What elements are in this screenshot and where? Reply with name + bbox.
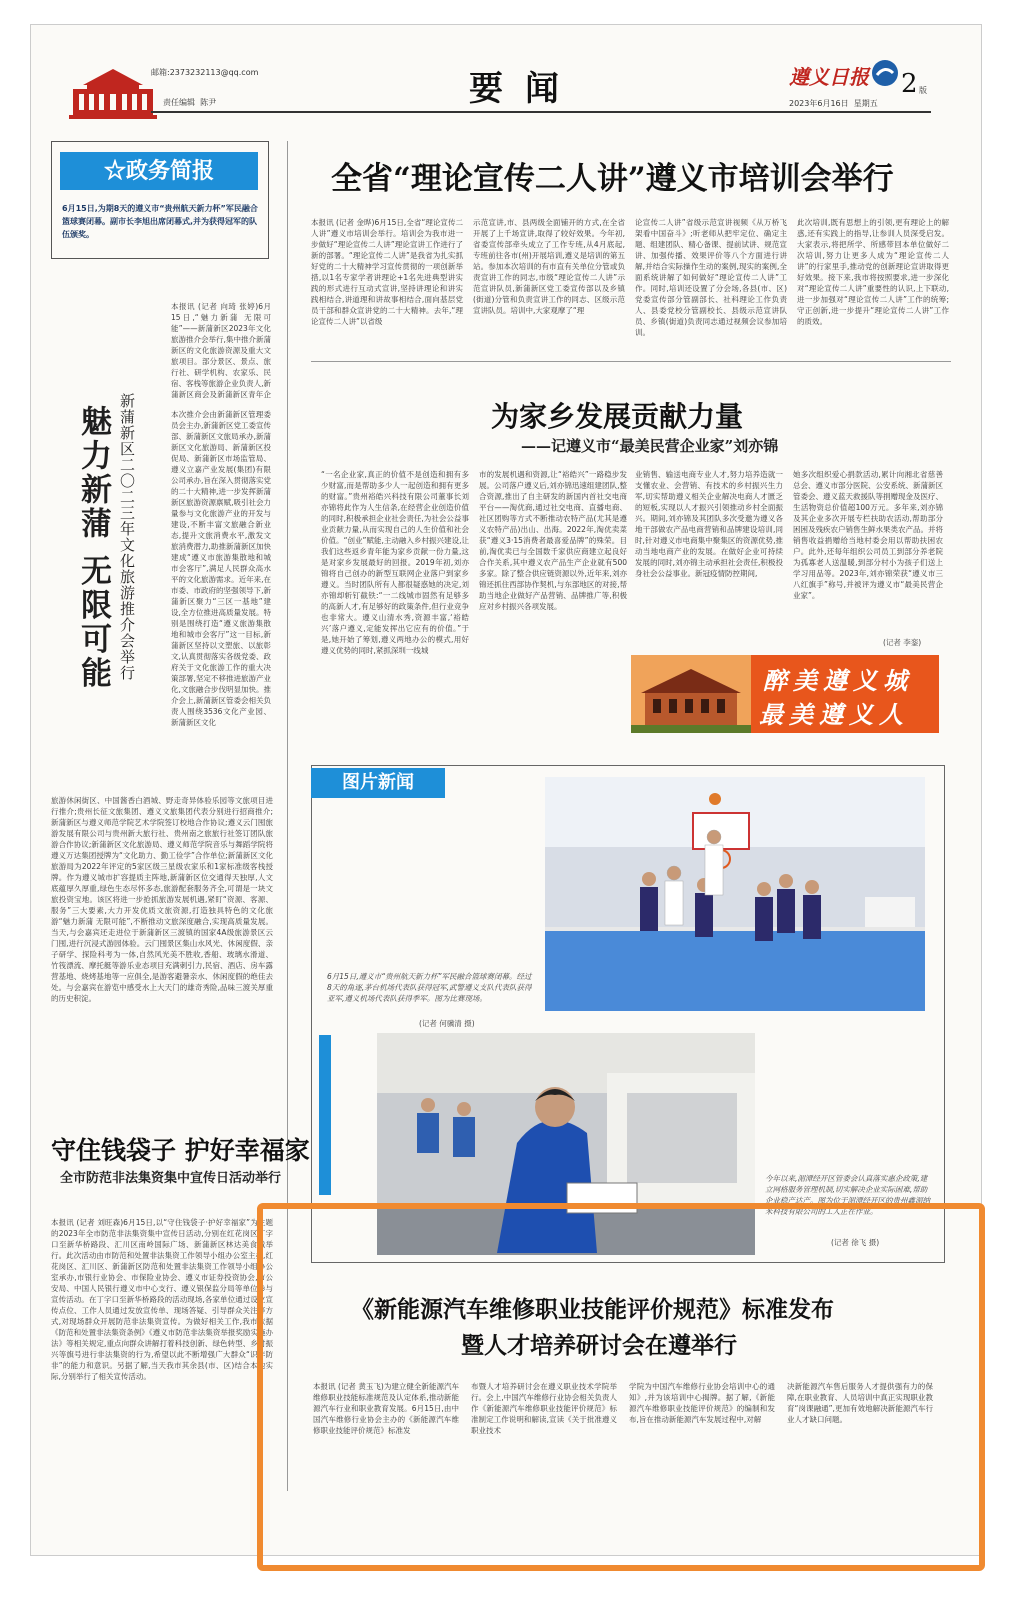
editor-name: 陈尹 xyxy=(200,98,217,107)
main-col-1: 本报讯 (记者 金晔)6月15日,全省“理论宣传二人讲”遵义市培训会举行。培训会为我市进一步做好“理论宣传二人讲”理论宣讲工作进行了新的部署。“理论宣传二人讲”是我省为扎实抓好党的二十大精神学习宣传贯彻的一项创新举措,以1名专家学者讲理论+1名先进典型讲实践的形式进行互动式宣讲,坚持讲理论和讲实践相结合,讲道理和讲故事相结合,面向基层党员干部和群众宣讲党的二十大精神。去年,“理论宣传二人讲”以省级 xyxy=(311,218,463,326)
main-col-2: 示范宣讲,市、县两级全面铺开的方式,在全省开展了上千场宣讲,取得了较好效果。今年初,省委宣传部牵头成立了工作专班,从4月底起,专班前往各市(州)开展培训,遵义是培训的第五站。参加本次培训的有市直有关单位分管或负责宣讲工作的同志,市级“理论宣传二人讲”示范宣讲队员,新蒲新区党工委宣传部以及乡镇(街道)分管和负责宣讲工作的同志、区级示范宣讲队员。培训中,大家观摩了“理 xyxy=(473,218,625,315)
photo-side-bar xyxy=(319,1035,331,1195)
highlight-frame xyxy=(257,1203,985,1571)
building-logo-icon xyxy=(65,65,161,121)
left-col-b: 旅游休闲街区、中国酱香白酒城、野走奇异体验乐园等文旅项目进行推介;贵州长征文旅集团、遵义文旅集团代表分别进行招商推介;新蒲新区与遵义师范学院艺术学院签订校地合作协议;遵义云门囤旅游发展有限公司与贵州新大旅行社、贵州南之旅旅行社签订团队旅游合作协议;新蒲新区文化旅游局、遵义师范学院音乐与舞蹈学院将遵义万达集团授牌为“文化助力、勤工俭学”合作单位;新蒲新区文化旅游局为2022年评定的5家区级三星级农家乐和1家标准级客栈授牌。作为遵义城市扩容提质主阵地,新蒲新区位交通得天独厚,人文底蕴厚久厚重,绿色生态尽怀多态,旅游配套服务齐全,可谓是一块文旅投资宝地。该区将进一步抢抓旅游发展机遇,紧盯“资源、客源、服务”三大要素,大力开发优质文旅资源,打造独具特色的文化旅游“魅力新蒲 无限可能”,不断推动文旅深度融合,实现高质量发展。当天,与会嘉宾还走进位于新蒲新区三渡镇的国家4A级旅游景区云门囤,进行沉浸式游园体验。云门囤景区集山水风光、休闲度假、亲子研学、探险科考为一体,自然风光美不胜收,香船、玻璃水滑道、竹筏漂流、摩托艇等游乐业态项目充满刺引力,民宿、酒店、房车露营基地、烧烤基地等一应俱全,是游客避暑亲水、休闲度假的绝佳去处。与会嘉宾在游览中感受水上大天门的雄奇秀险,品味三渡关厚重的历史积淀。 xyxy=(51,796,273,1003)
feature-col-4: 她多次组织爱心捐款活动,累计向湘北省慈善总会、遵义市部分医院、公安系统、新蒲新区管委会、遵义蓝天救援队等捐赠现金及医疗、生活物资总价值超100万元。多年来,刘亦锦及其企业多次开展专栏扶助农活动,帮助部分困困及残疾农户销售生鲜水果类农产品。并将销售收益捐赠给当地村委会用以帮助扶困农户。此外,还每年组织公司员工到部分养老院为孤寡老人送温暖,到部分村小为孩子们送上学习用品等。2023年,刘亦锦荣获“遵义市三八红旗手”称号,并被评为遵义市“最美民营企业家”。 xyxy=(793,470,943,600)
brief-text: 6月15日,为期8天的遵义市“贵州航天新力杯”军民融合篮球赛闭幕。副市长李旭出席闭幕式,并为获得冠军的队伍颁奖。 xyxy=(62,204,258,239)
page-suffix: 版 xyxy=(919,86,927,95)
finance-headline: 守住钱袋子 护好幸福家 xyxy=(51,1136,310,1165)
basketball-photo xyxy=(545,777,925,1011)
finance-text: 本报讯 (记者 刘旺森)6月15日,以“守住钱袋子·护好幸福家”为主题的2023年全市防范非法集资集中宣传日活动,分别在红花岗区丁字口至新华桥路段、汇川区南岭国际广场、新蒲新区林达美食城举行。此次活动由市防范和处置非法集资工作领导小组办公室主办,红花岗区、汇川区、新蒲新区防范和处置非法集资工作领导小组办公室承办,市银行业协会、市保险业协会、遵义市证券投资协会,市公安局、中国人民银行遵义市中心支行、遵义银保监分局等单位参与宣传活动。在丁字口至新华桥路段的活动现场,各家单位通过设立宣传点位、工作人员通过发放宣传单、现场答疑、引导群众关注等方式,对现场群众开展防范非法集资宣传。为做好相关工作,我市依据《防范和处置非法集资条例》《遵义市防范非法集资举报奖励实施办法》等相关规定,重点向群众讲解打着科技创新、绿色转型、乡村振兴等旗号进行非法集资的行为,希望以此不断增强广大群众“识非防非”的能力和意识。另据了解,当天我市其余县(市、区)结合本地实际,分别举行了相关宣传活动。 xyxy=(51,1218,273,1381)
feature-headline: 为家乡发展贡献力量 xyxy=(491,400,744,433)
ev-col-3: 学院为中国汽车维修行业协会培训中心的通知》,并为该培训中心揭牌。据了解,《新能源汽车维修职业技能评价规范》的编制和发布,旨在推动新能源汽车发展过程中,对解 xyxy=(629,1382,775,1424)
feature-col-3: 业销售、输送电商专业人才,努力培养造就一支懂农业、会营销、有技术的乡村振兴生力军,切实帮助遵义相关企业解决电商人才匮乏的短板,实现以人才振兴引领推动乡村全面振兴。期间,刘亦锦及其团队多次受邀为遵义各地干部做农产品电商营销和品牌建设培训,同时,针对遵义市电商集中聚集区的资源优势,推动当地电商产业的发展。在做好企业可持续发展的同时,刘亦锦主动承担社会责任,积极投身社会公益事业。新冠疫情防控期间, xyxy=(635,470,783,578)
photo-credit-2: (记者 徐飞 摄) xyxy=(831,1238,880,1247)
section-title: 要闻 xyxy=(469,69,581,109)
page-number: 2 xyxy=(901,69,918,99)
main-headline: 全省“理论宣传二人讲”遵义市培训会举行 xyxy=(331,161,894,197)
banner-line-2: 最美遵义人 xyxy=(759,700,909,729)
main-col-4: 此次培训,既有思想上的引领,更有理论上的解惑,还有实践上的指导,让参训人员深受启发。大家表示,将把所学、所感带回本单位做好二次培训,努力让更多人成为“理论宣传二人讲”的行家里手,推动党的创新理论宣讲取得更好效果。接下来,我市将按照要求,进一步深化对“理论宣传二人讲”重要性的认识,上下联动,进一步加强对“理论宣传二人讲”工作的统筹;守正创新,进一步提升“理论宣传二人讲”工作的质效。 xyxy=(797,218,949,326)
banner-line-1: 醉美遵义城 xyxy=(763,666,913,695)
feature-byline: (记者 李銮) xyxy=(883,638,922,647)
editor-label: 责任编辑 xyxy=(163,98,195,107)
photo-credit-1: (记者 何骥清 摄) xyxy=(419,1019,475,1028)
brief-box xyxy=(51,141,269,259)
feature-subheadline: ——记遵义市“最美民营企业家”刘亦锦 xyxy=(521,437,779,455)
photo-news-label: 图片新闻 xyxy=(311,768,445,798)
paper-emblem-icon xyxy=(871,59,899,87)
banner-image xyxy=(631,655,939,733)
masthead-email: 邮箱:2373232113@qq.com xyxy=(151,68,259,77)
photo-caption-1: 6月15日,遵义市“贵州航天新力杯”军民融合篮球赛闭幕。经过8天的角逐,茅台机场代表队获得冠军,武警遵义支队代表队获得亚军,遵义机场代表队获得季军。图为比赛现场。 xyxy=(327,972,532,1003)
ev-headline-line-2: 暨人才培养研讨会在遵举行 xyxy=(461,1332,737,1359)
finance-subheadline: 全市防范非法集资集中宣传日活动举行 xyxy=(59,1171,281,1186)
main-col-3: 论宣传二人讲”省级示范宣讲视频《从万桥飞架看中国奋斗》;听老师从把牢定位、确定主题、组建团队、精心备课、提前试讲、规范宣讲、加强传播、效果评价等八个方面进行讲解,并结合实际操作生动的案例,现实的案例,全面系统讲解了如何做好“理论宣传二人讲”工作。同时,培训还设置了分会场,各县(市、区)党委宣传部分管副部长、社科理论工作负责人、县委党校分管副校长、县级示范宣讲队员、乡镇(街道)负责同志通过视频会议参加培训。 xyxy=(635,218,787,337)
masthead-editor xyxy=(163,97,216,108)
date-text: 2023年6月16日 xyxy=(789,99,849,108)
masthead-date xyxy=(789,98,878,109)
left-title: 魅力新蒲 无限可能 xyxy=(75,405,111,691)
ev-col-4: 决新能源汽车售后服务人才提供强有力的保障,在职业教育、人员培训中真正实现职业教育“岗课融通”,更加有效地解决新能源汽车行业人才缺口问题。 xyxy=(787,1382,933,1424)
paper-name-logo: 遵义日报 xyxy=(789,65,869,89)
brief-label: ☆政务简报 xyxy=(60,152,258,190)
main-divider xyxy=(311,361,951,362)
ev-col-1: 本报讯 (记者 黄玉飞)为建立健全新能源汽车维修职业技能标准规范及认定体系,推动新能源汽车行业和职业教育发展。6月15日,由中国汽车维修行业协会主办的《新能源汽车维修职业技能评价规范》标准发 xyxy=(313,1382,459,1435)
photo-caption-2: 今年以来,湄潭经开区管委会认真落实惠企政策,建立网格服务管理机制,切实解决企业实际困难,帮助企业稳产达产。图为位于湄潭经开区的贵州鑫湄纳米科技有限公司的工人正在作业。 xyxy=(765,1174,930,1216)
masthead-rule xyxy=(151,111,931,113)
weekday-text: 星期五 xyxy=(853,99,878,108)
left-col-a: 本次推介会由新蒲新区管理委员会主办,新蒲新区党工委宣传部、新蒲新区文旅局承办,新蒲新区文化旅游局、新蒲新区投促局、新蒲新区市场监管局、遵义立嘉产业发展(集团)有限公司承办,旨在深入贯彻落实党的二十大精神,进一步发挥新蒲新区旅游资源禀赋,吸引社会力量参与文化旅游产业的开发与建设,不断丰富文旅融合新业态,提升文旅消费水平,激发文旅消费潜力,助推新蒲新区加快建成“遵义市旅游集散地和城市会客厅”,满足人民群众高水平的文化旅游需求。近年来,在市委、市政府的坚强领导下,新蒲新区聚力“三区一基地”建设,全方位推进高质量发展。特别是围绕打造“遵义旅游集散地和城市会客厅”这一目标,新蒲新区坚持以文塑旅、以旅彰文,认真贯彻落实各级党委、政府关于文化旅游工作的重大决策部署,坚定不移推进旅游产业化,文旅融合步伐明显加快。推介会上,新蒲新区管委会相关负责人围绕3536文化产业园、新蒲新区文化 xyxy=(171,410,271,727)
feature-col-1: “一名企业家,真正的价值不是创造和拥有多少财富,而是帮助多少人一起创造和拥有更多的财富。”贵州裕皓兴科技有限公司董事长刘亦锦将此作为人生信条,在经营企业创造价值的同时,积极承担企业社会责任,为社会公益事业贡献力量,从而实现自己的人生价值和社会价值。“创业”赋能,主动融入乡村振兴建设,让我们这些返乡青年能为家乡贡献一份力量,这是对家乡发展最好的回报。2019年初,刘亦锦将自己创办的新型互联网企业落户到家乡遵义。当时团队所有人都很疑惑她的决定,刘亦锦却斩钉截铁:“一二线城市固然有足够多的高新人才,有足够好的政策条件,但行业竞争也非常大。遵义山清水秀,资源丰富,‘裕皓兴’落户遵义,定能发挥出它应有的价值。”于是,她开始了筹划,遵义两地办公的模式,用好遵义优势的同时,紧抓深圳一线城 xyxy=(321,470,469,655)
left-subtitle: 新蒲新区二〇二三年文化旅游推介会举行 xyxy=(118,393,136,681)
feature-col-2: 市的发展机遇和资源,让“裕皓兴”一路稳步发展。公司落户遵义后,刘亦锦迅速组建团队,整合资源,推出了自主研发的新国内首社交电商平台——淘优商,通过社交电商、直播电商、社区团购等方式不断推动农特产品(尤其是遵义农特产品)出山、出海。2022年,淘优卖菜获“遵义3·15消费者最喜爱品牌”的殊荣。目前,淘优卖已与全国数千家供应商建立起良好合作关系,其中遵义农产品生产企业就有500多家。除了整合供应链资源以外,近年来,刘亦锦还抓住西部协作契机,与东部地区的对接,帮助当地企业做好产品营销、品牌推广等,积极应对乡村振兴各项发展。 xyxy=(479,470,627,611)
ev-col-2: 布暨人才培养研讨会在遵义职业技术学院举行。会上,中国汽车维修行业协会相关负责人作《新能源汽车维修职业技能评价规范》标准制定工作说明和解读,宣读《关于批准遵义职业技术 xyxy=(471,1382,617,1435)
banner-building-icon xyxy=(631,655,751,733)
left-byline: 本报讯 (记者 向琦 张婷)6月15日,“魅力新蒲 无限可能”——新蒲新区2023年文化旅游推介会举行,集中推介新蒲新区的文化旅游资源及重大文旅项目。部分景区、景点、旅行社、研学机构、农家乐、民宿、客栈等旅游企业负责人,新蒲新区商会及新蒲新区青年企 xyxy=(171,302,271,399)
ev-headline-line-1: 《新能源汽车维修职业技能评价规范》标准发布 xyxy=(351,1296,834,1323)
